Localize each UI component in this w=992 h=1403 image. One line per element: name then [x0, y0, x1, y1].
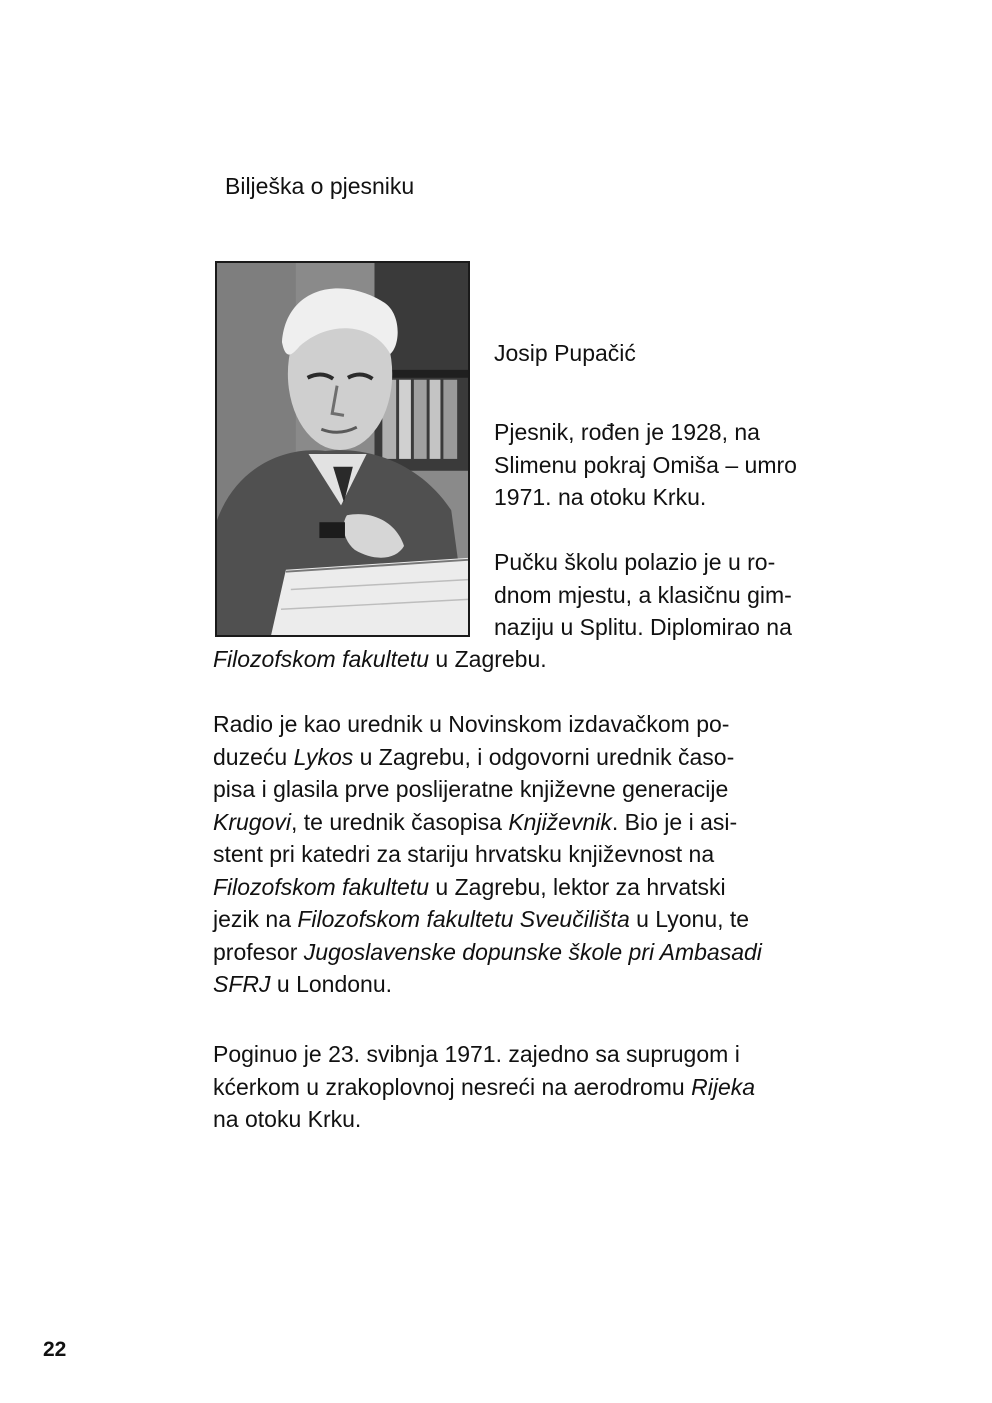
career-line-2-post: u Zagrebu, i odgovorni urednik časo-: [353, 743, 735, 770]
lykos-italic: Lykos: [293, 743, 354, 770]
education-paragraph: [494, 546, 866, 644]
faculty-name-italic: Filozofskom fakultetu: [213, 646, 430, 672]
education-line-4-rest: u Zagrebu.: [429, 646, 547, 672]
rijeka-italic: Rijeka: [691, 1073, 756, 1100]
birth-line-1: Pjesnik, rođen je 1928, na: [494, 419, 760, 445]
career-line-5: stent pri katedri za stariju hrvatsku književnost na: [213, 841, 715, 867]
sfrj-italic: SFRJ: [213, 971, 271, 997]
birth-line-3: 1971. na otoku Krku.: [494, 484, 707, 510]
career-line-6-post: u Zagrebu, lektor za hrvatski: [429, 873, 726, 900]
death-line-3: na otoku Krku.: [213, 1106, 362, 1132]
knjizevnik-italic: Književnik: [508, 808, 612, 835]
career-line-6: [213, 871, 883, 904]
faculty-italic-2: Filozofskom fakultetu: [213, 873, 430, 900]
career-line-4: [213, 806, 883, 839]
career-line-7: [213, 903, 883, 936]
education-line-1: Pučku školu polazio je u ro-: [494, 549, 776, 575]
career-line-1: Radio je kao urednik u Novinskom izdavačkom po-: [213, 711, 730, 737]
career-line-2-pre: duzeću: [213, 743, 294, 770]
death-line-1: Poginuo je 23. svibnja 1971. zajedno sa suprugom i: [213, 1041, 740, 1067]
career-line-9-post: u Londonu.: [270, 971, 393, 997]
career-line-8-pre: profesor: [213, 938, 304, 965]
page-heading: Bilješka o pjesniku: [225, 173, 415, 199]
education-line-3: naziju u Splitu. Diplomirao na: [494, 614, 792, 640]
poet-portrait-photo: [215, 261, 470, 637]
poet-name: Josip Pupačić: [494, 340, 636, 366]
university-italic: Filozofskom fakultetu Sveučilišta: [297, 906, 630, 932]
death-line-2-pre: kćerkom u zrakoplovnoj nesreći na aerodromu: [213, 1073, 692, 1100]
page-number: 22: [43, 1338, 67, 1361]
education-line-2: dnom mjestu, a klasičnu gim-: [494, 581, 792, 608]
portrait-image: [217, 263, 468, 635]
career-line-3: pisa i glasila prve poslijeratne književne generacije: [213, 776, 729, 802]
death-paragraph: [213, 1038, 883, 1136]
krugovi-italic: Krugovi: [213, 808, 291, 835]
death-line-2: [213, 1071, 883, 1104]
career-line-7-post: u Lyonu, te: [629, 906, 750, 932]
career-line-2: [213, 741, 883, 774]
education-line-4: [213, 643, 547, 676]
career-paragraph: [213, 708, 883, 1001]
career-line-4-post: . Bio je i asi-: [611, 808, 738, 835]
career-line-7-pre: jezik na: [213, 906, 298, 932]
career-line-9: [213, 968, 883, 1001]
career-line-4-mid: , te urednik časopisa: [290, 808, 509, 835]
birth-line-2: Slimenu pokraj Omiša – umro: [494, 451, 797, 478]
birth-paragraph: [494, 416, 866, 514]
school-italic: Jugoslavenske dopunske škole pri Ambasadi: [303, 938, 762, 965]
career-line-8: [213, 936, 883, 969]
